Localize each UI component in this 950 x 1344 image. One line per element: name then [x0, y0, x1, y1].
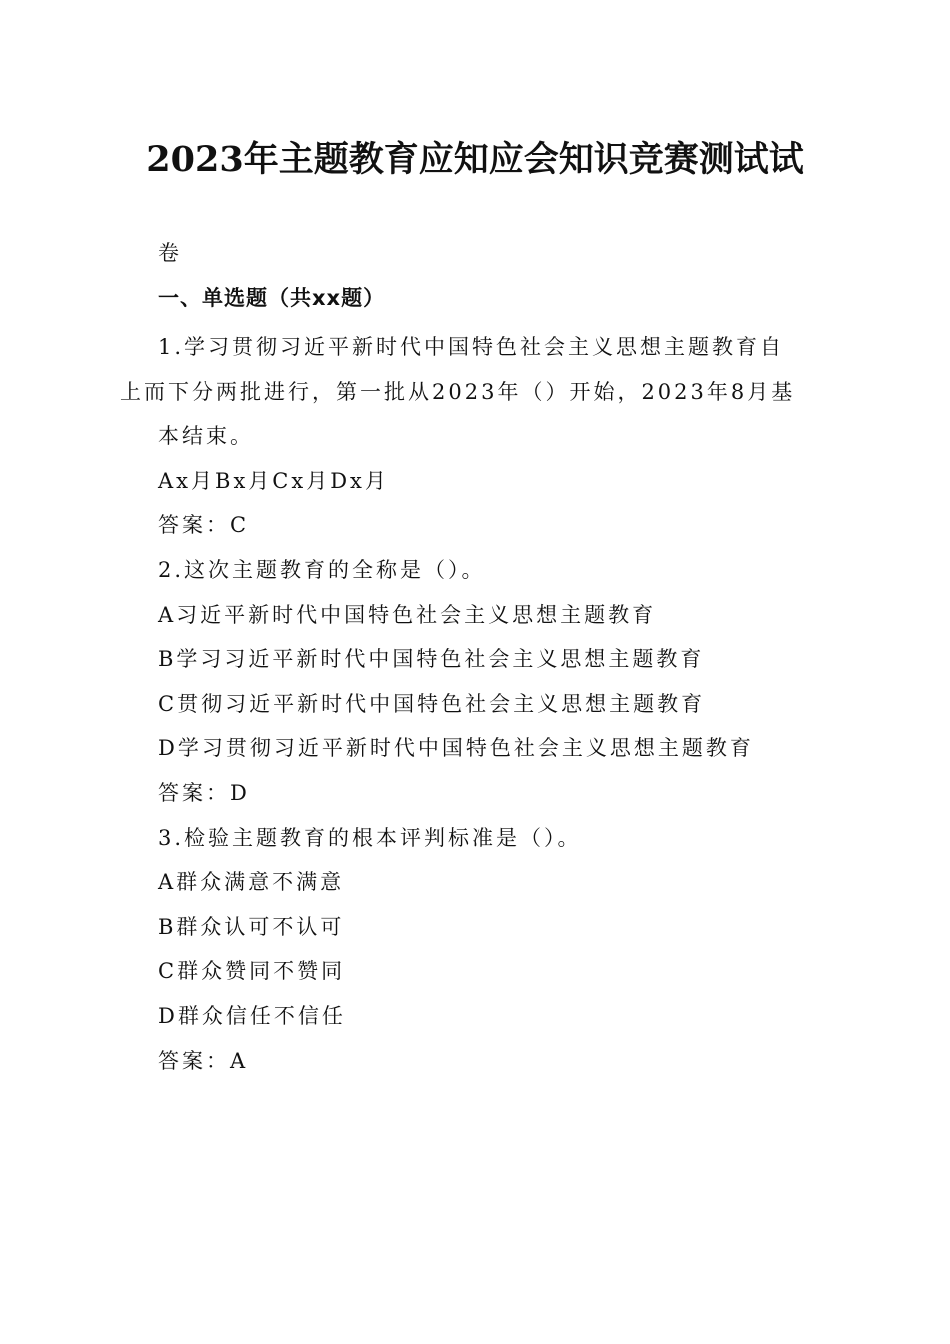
question-3-option-d: D群众信任不信任 — [158, 1003, 346, 1028]
document-title-continuation: 卷 — [158, 241, 181, 265]
question-2-option-b: B学习习近平新时代中国特色社会主义思想主题教育 — [158, 647, 705, 672]
question-1-options: Ax月Bx月Cx月Dx月 — [158, 468, 389, 493]
question-1 — [120, 325, 832, 548]
question-3-stem: 3.检验主题教育的根本评判标准是（）。 — [158, 825, 582, 850]
question-2 — [120, 548, 832, 816]
question-1-stem-line-1: 1.学习贯彻习近平新时代中国特色社会主义思想主题教育自 — [158, 335, 785, 359]
question-3-option-c: C群众赞同不赞同 — [158, 959, 346, 984]
question-1-stem-line-3: 本结束。 — [158, 424, 254, 449]
question-2-answer: 答案：D — [158, 780, 250, 805]
section-heading: 一、单选题（共xx题） — [158, 286, 386, 310]
document-title: 2023年主题教育应知应会知识竞赛测试试 — [146, 139, 804, 180]
question-1-answer: 答案：C — [158, 513, 250, 538]
question-3-option-b: B群众认可不认可 — [158, 914, 345, 939]
question-2-option-d: D学习贯彻习近平新时代中国特色社会主义思想主题教育 — [158, 736, 754, 761]
question-3 — [120, 816, 832, 1084]
question-2-option-c: C贯彻习近平新时代中国特色社会主义思想主题教育 — [158, 691, 706, 716]
question-list — [120, 325, 832, 1083]
question-1-stem-line-2: 上而下分两批进行，第一批从2023年（）开始，2023年8月基 — [120, 379, 796, 404]
question-3-option-a: A群众满意不满意 — [158, 870, 345, 895]
question-3-answer: 答案：A — [158, 1048, 249, 1073]
question-2-stem: 2.这次主题教育的全称是（）。 — [158, 557, 486, 582]
question-2-option-a: A习近平新时代中国特色社会主义思想主题教育 — [158, 602, 657, 627]
